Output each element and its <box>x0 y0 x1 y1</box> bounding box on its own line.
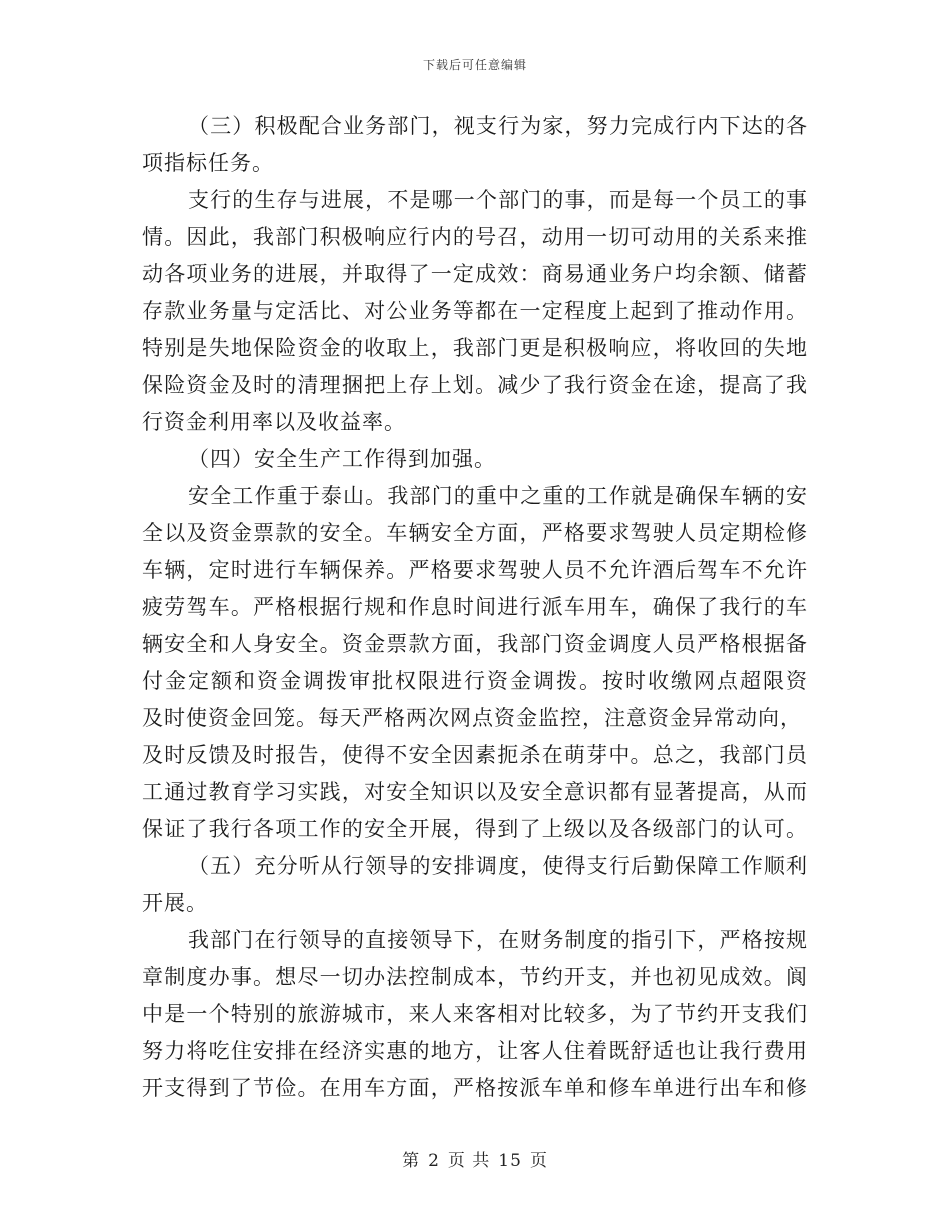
text-line: 全以及资金票款的安全。车辆安全方面，严格要求驾驶人员定期检修 <box>142 521 808 545</box>
text-line: 及时反馈及时报告，使得不安全因素扼杀在萌芽中。总之，我部门员 <box>142 743 808 767</box>
text-line: 保险资金及时的清理捆把上存上划。减少了我行资金在途，提高了我 <box>142 373 808 397</box>
page-header: 下载后可任意编辑 <box>422 58 527 72</box>
footer-suffix: 页 <box>529 1151 548 1171</box>
text-line: 支行的生存与进展，不是哪一个部门的事，而是每一个员工的事 <box>188 188 808 212</box>
footer-total-pages: 15 <box>498 1151 522 1171</box>
text-line: 章制度办事。想尽一切办法控制成本，节约开支，并也初见成效。阆 <box>142 965 808 989</box>
text-line: 车辆，定时进行车辆保养。严格要求驾驶人员不允许酒后驾车不允许 <box>142 558 808 582</box>
text-line: 中是一个特别的旅游城市，来人来客相对比较多，为了节约开支我们 <box>142 1002 808 1026</box>
text-line: 及时使资金回笼。每天严格两次网点资金监控，注意资金异常动向， <box>142 706 802 730</box>
footer-page-number: 2 <box>428 1151 440 1171</box>
text-line: 努力将吃住安排在经济实惠的地方，让客人住着既舒适也让我行费用 <box>142 1039 808 1063</box>
text-line: 安全工作重于泰山。我部门的重中之重的工作就是确保车辆的安 <box>188 484 808 508</box>
text-line: （四）安全生产工作得到加强。 <box>188 447 496 471</box>
text-line: 付金定额和资金调拨审批权限进行资金调拨。按时收缴网点超限资 <box>142 669 808 693</box>
text-line: 特别是失地保险资金的收取上，我部门更是积极响应，将收回的失地 <box>142 336 808 360</box>
text-line: 疲劳驾车。严格根据行规和作息时间进行派车用车，确保了我行的车 <box>142 595 808 619</box>
text-line: 存款业务量与定活比、对公业务等都在一定程度上起到了推动作用。 <box>142 299 808 323</box>
text-line: （三）积极配合业务部门，视支行为家，努力完成行内下达的各 <box>188 114 808 138</box>
footer-middle: 页 共 <box>447 1151 491 1171</box>
text-line: 工通过教育学习实践，对安全知识以及安全意识都有显著提高，从而 <box>142 780 808 804</box>
text-line: （五）充分听从行领导的安排调度，使得支行后勤保障工作顺利 <box>188 854 808 878</box>
text-line: 项指标任务。 <box>142 151 274 175</box>
page-footer <box>0 1146 950 1171</box>
text-line: 保证了我行各项工作的安全开展，得到了上级以及各级部门的认可。 <box>142 817 808 841</box>
footer-prefix: 第 <box>402 1151 421 1171</box>
text-line: 开展。 <box>142 891 208 915</box>
text-line: 动各项业务的进展，并取得了一定成效：商易通业务户均余额、储蓄 <box>142 262 808 286</box>
text-line: 我部门在行领导的直接领导下，在财务制度的指引下，严格按规 <box>188 928 808 952</box>
text-line: 辆安全和人身安全。资金票款方面，我部门资金调度人员严格根据备 <box>142 632 808 656</box>
text-line: 开支得到了节俭。在用车方面，严格按派车单和修车单进行出车和修 <box>142 1076 808 1100</box>
document-body <box>142 108 808 1107</box>
text-line: 行资金利用率以及收益率。 <box>142 410 406 434</box>
text-line: 情。因此，我部门积极响应行内的号召，动用一切可动用的关系来推 <box>142 225 808 249</box>
